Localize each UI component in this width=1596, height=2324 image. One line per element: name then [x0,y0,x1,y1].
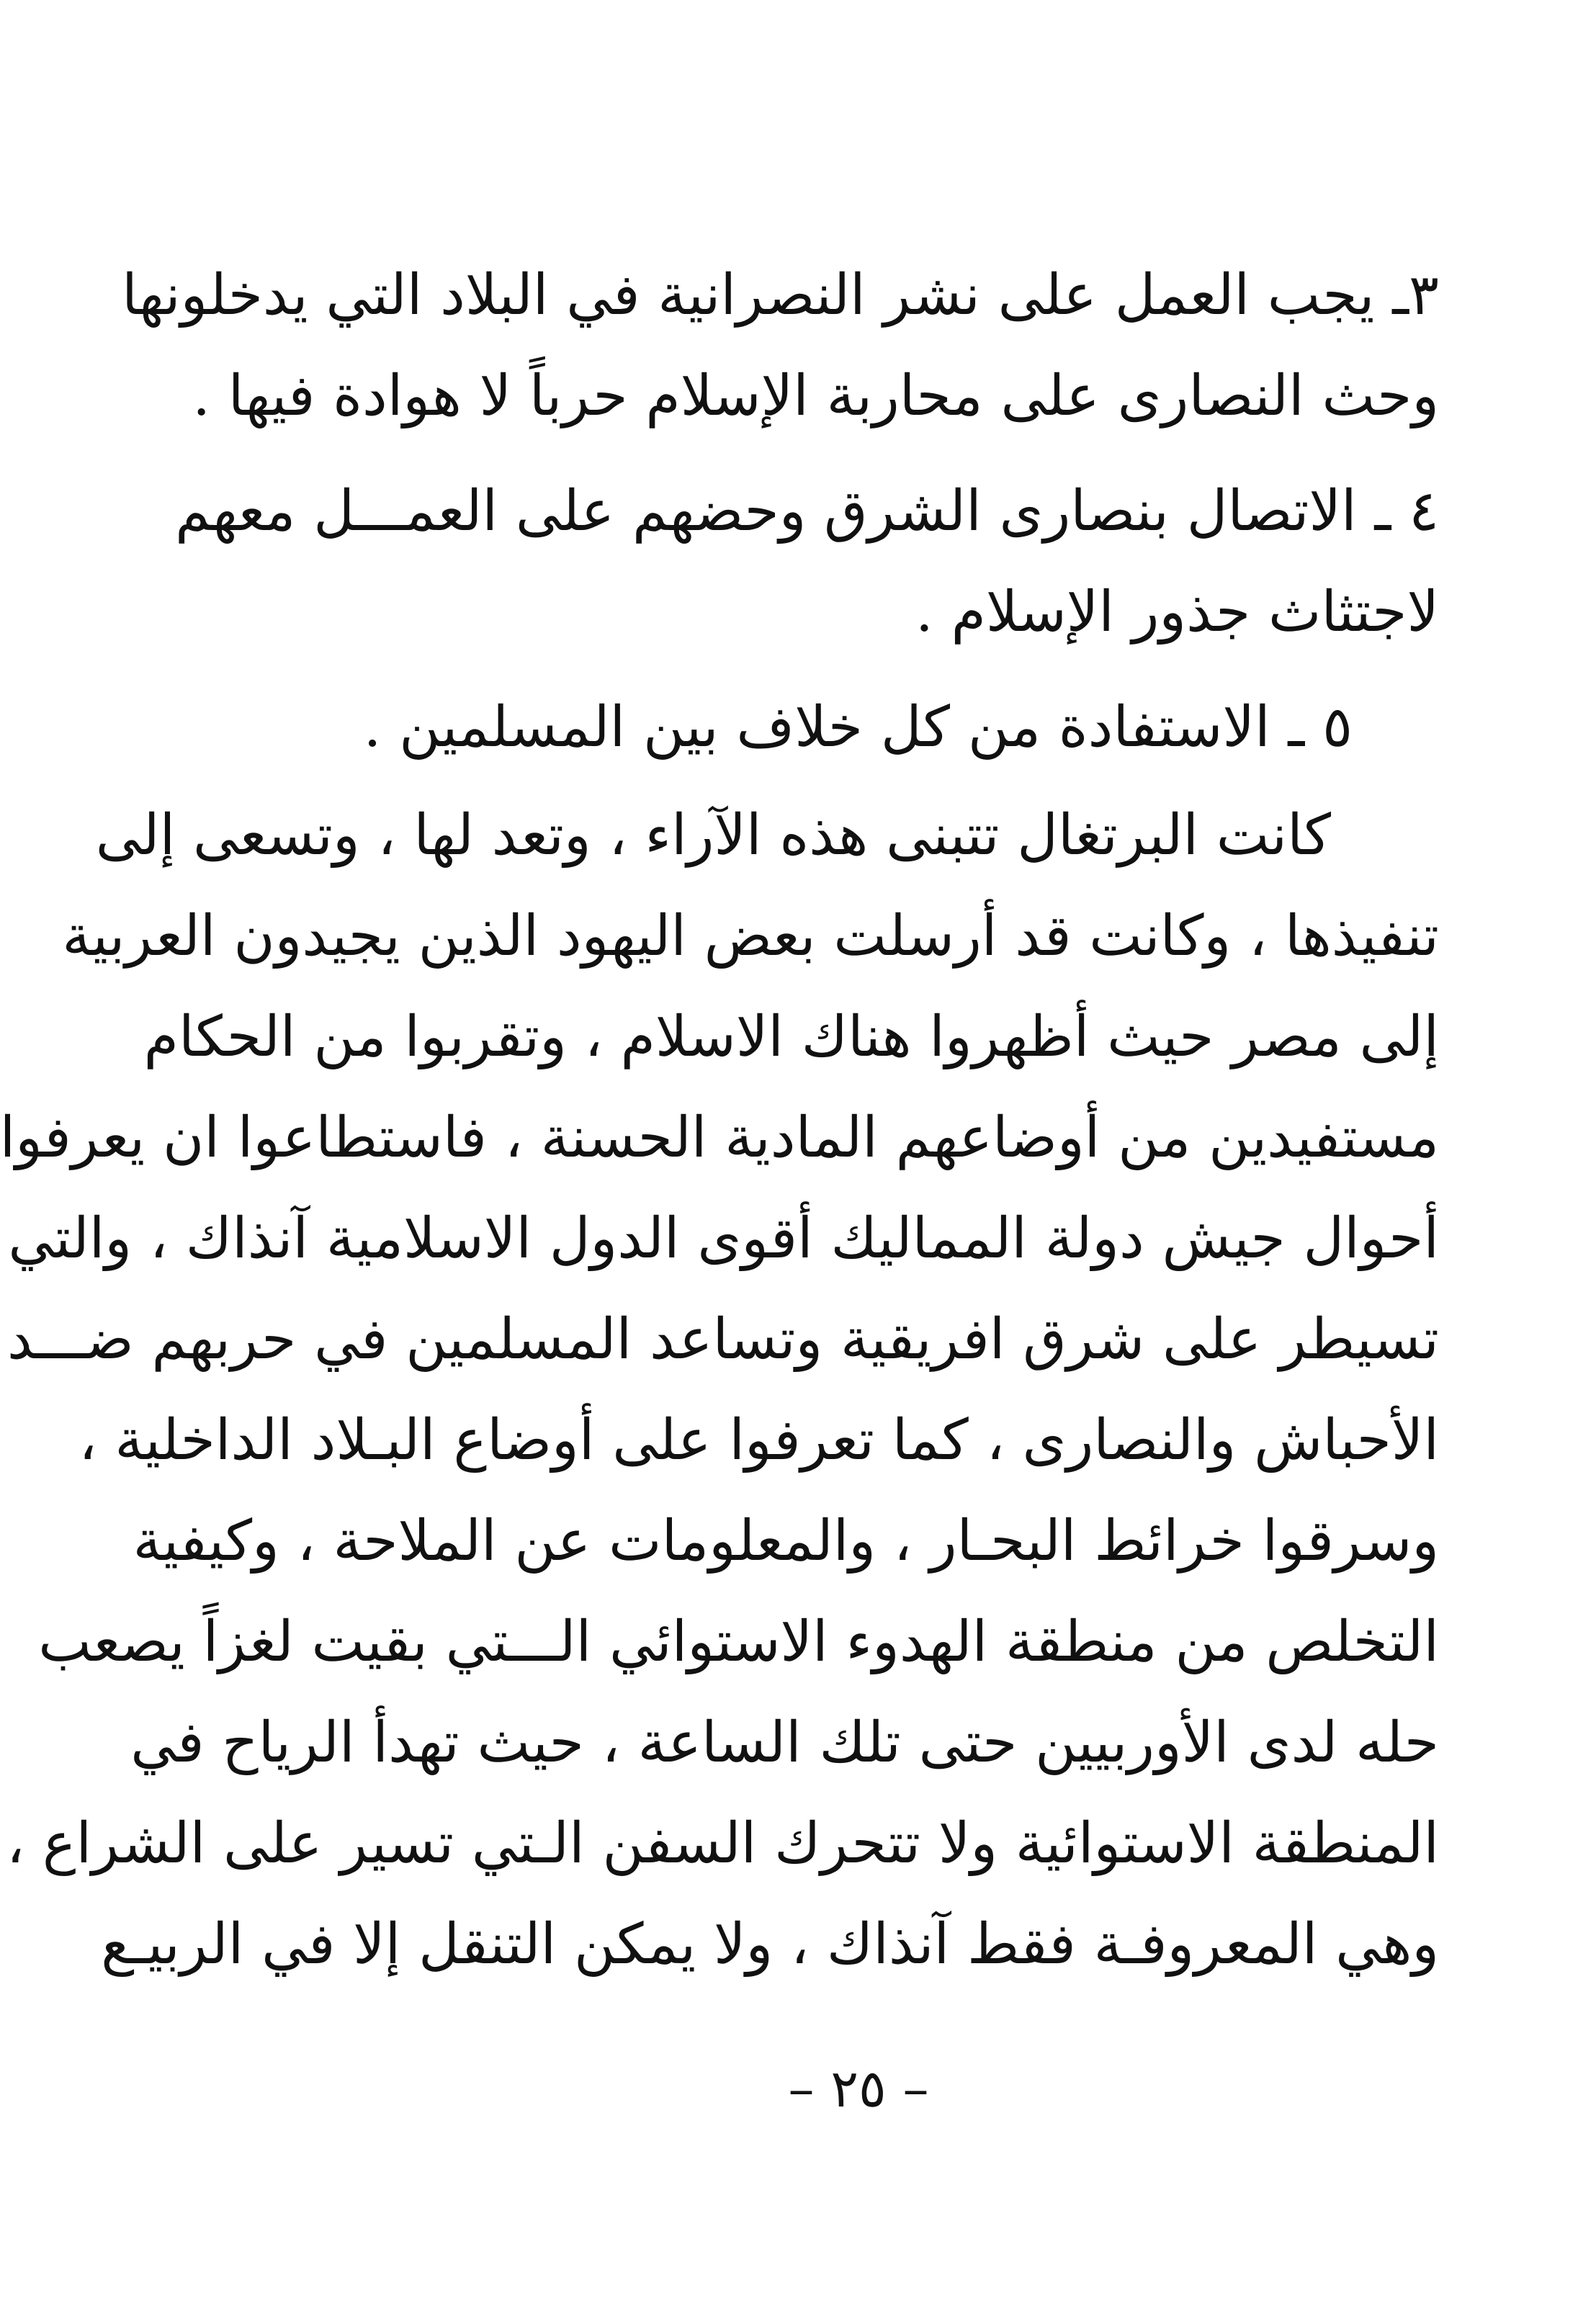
text-line: لاجتثاث جذور الإسلام . [915,580,1439,645]
text-line: كانت البرتغال تتبنى هذه الآراء ، وتعد لها ، وتسعى إلى [95,803,1331,868]
text-line: تسيطر على شرق افريقية وتساعد المسلمين في حربهم ضـــد [6,1307,1439,1372]
text-line: التخلص من منطقة الهدوء الاستوائي الـــتي بقيت لغزاً يصعب [38,1610,1439,1674]
text-line: وحث النصارى على محاربة الإسلام حرباً لا هوادة فيها . [192,364,1439,429]
list-item-4 [175,461,1439,663]
page-number: – ٢٥ – [788,2058,929,2119]
body-paragraph [0,785,1439,1995]
text-line: ٥ ـ الاستفادة من كل خلاف بين المسلمين . [363,695,1353,760]
text-line: تنفيذها ، وكانت قد أرسلت بعض اليهود الذين يجيدون العربية [62,904,1439,969]
text-line: ٣ـ يجب العمل على نشر النصرانية في البلاد التي يدخلونها [122,263,1439,328]
text-line: مستفيدين من أوضاعهم المادية الحسنة ، فاستطاعوا ان يعرفوا [0,1105,1439,1170]
text-line: إلى مصر حيث أظهروا هناك الاسلام ، وتقربوا من الحكام [143,1005,1439,1069]
text-line: وهي المعروفـة فقط آنذاك ، ولا يمكن التنقل إلا في الربيـع [101,1912,1439,1977]
text-line: وسرقوا خرائط البحـار ، والمعلومات عن الملاحة ، وكيفية [133,1509,1439,1574]
text-line: ٤ ـ الاتصال بنصارى الشرق وحضهم على العمـــل معهم [175,479,1439,544]
text-line: المنطقة الاستوائية ولا تتحرك السفن الـتي تسير على الشراع ، [6,1811,1439,1876]
text-line: أحوال جيش دولة المماليك أقوى الدول الاسلامية آنذاك ، والتي [8,1206,1439,1271]
list-item-5 [229,677,1439,778]
text-line: الأحباش والنصارى ، كما تعرفوا على أوضاع البـلاد الداخلية ، [79,1408,1439,1473]
list-item-3 [122,245,1439,447]
text-line: حله لدى الأوربيين حتى تلك الساعة ، حيث تهدأ الرياح في [130,1710,1439,1775]
